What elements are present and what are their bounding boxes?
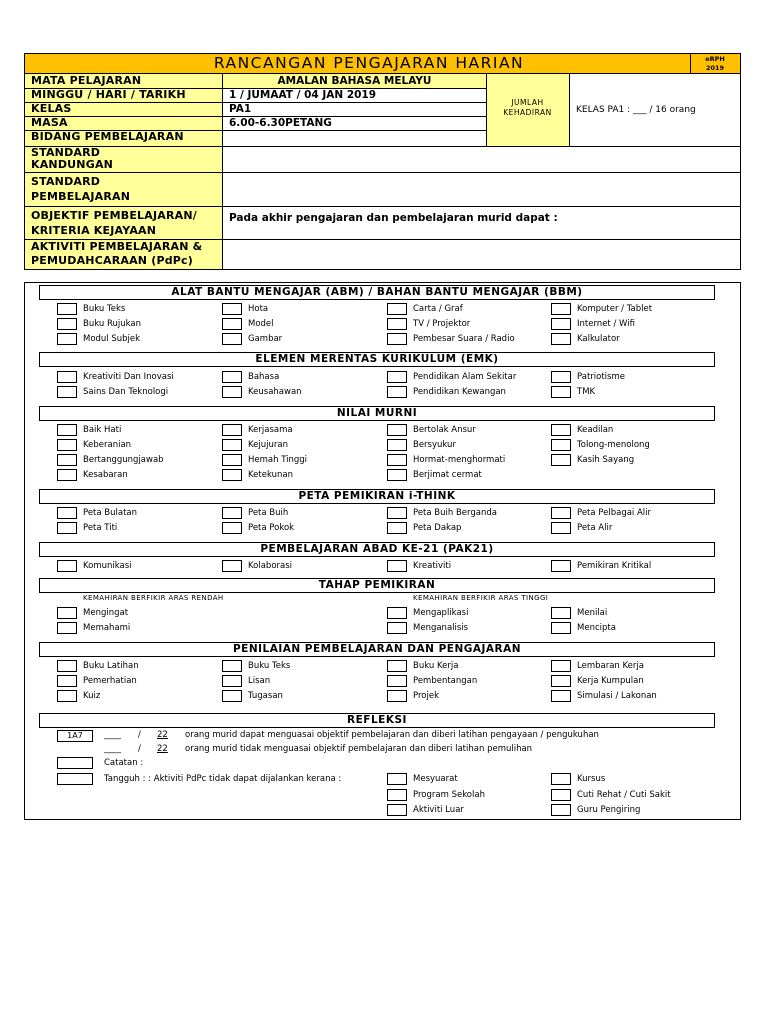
abm-option-label: Hota <box>248 304 269 314</box>
nilai-option-label: Berjimat cermat <box>413 470 482 480</box>
penilaian-option-label: Buku Kerja <box>413 661 459 671</box>
refleksi-checkbox[interactable] <box>387 773 407 785</box>
abm-checkbox[interactable] <box>387 318 407 330</box>
penilaian-checkbox[interactable] <box>387 675 407 687</box>
abm-option-label: Buku Rujukan <box>83 319 141 329</box>
label-standard-kandungan <box>25 146 113 171</box>
label-objektif <box>25 208 197 238</box>
tahap-sub_tinggi: KEMAHIRAN BERFIKIR ARAS TINGGI <box>413 594 549 602</box>
section-title-nilai: NILAI MURNI <box>39 406 715 421</box>
tahap-checkbox[interactable] <box>387 622 407 634</box>
label-kehadiran-2: KEHADIRAN <box>503 108 552 117</box>
page-title: RANCANGAN PENGAJARAN HARIAN <box>213 54 525 72</box>
nilai-checkbox[interactable] <box>551 439 571 451</box>
ithink-checkbox[interactable] <box>222 507 242 519</box>
ithink-checkbox[interactable] <box>387 522 407 534</box>
nilai-checkbox[interactable] <box>551 454 571 466</box>
label-masa: MASA <box>31 116 68 129</box>
label-standard-kandungan-2: KANDUNGAN <box>31 158 114 171</box>
nilai-option-label: Keadilan <box>577 425 614 435</box>
section-title-refleksi: REFLEKSI <box>39 713 715 728</box>
section-title-abm: ALAT BANTU MENGAJAR (ABM) / BAHAN BANTU MENGAJAR (BBM) <box>39 285 715 300</box>
refleksi-checkbox[interactable] <box>387 789 407 801</box>
label-kehadiran <box>486 98 569 118</box>
nilai-option-label: Keberanian <box>83 440 132 450</box>
penilaian-checkbox[interactable] <box>551 690 571 702</box>
refleksi-checkbox[interactable] <box>551 804 571 816</box>
label-minggu: MINGGU / HARI / TARIKH <box>31 88 186 101</box>
emk-option-label: TMK <box>577 387 596 397</box>
ithink-option-label: Peta Bulatan <box>83 508 138 518</box>
nilai-checkbox[interactable] <box>222 439 242 451</box>
penilaian-option-label: Tugasan <box>248 691 283 701</box>
nilai-checkbox[interactable] <box>387 439 407 451</box>
slash-1: / <box>138 730 141 740</box>
section-title-ithink: PETA PEMIKIRAN i-THINK <box>39 489 715 504</box>
refleksi-option-label: Guru Pengiring <box>577 805 641 815</box>
penilaian-checkbox[interactable] <box>387 660 407 672</box>
penilaian-checkbox[interactable] <box>222 690 242 702</box>
penilaian-option-label: Pemerhatian <box>83 676 137 686</box>
nilai-option-label: Ketekunan <box>248 470 293 480</box>
pak21-option-label: Kolaborasi <box>248 561 293 571</box>
abm-checkbox[interactable] <box>57 333 77 345</box>
refleksi-checkbox[interactable] <box>387 804 407 816</box>
label-kehadiran-1: JUMLAH <box>511 98 544 107</box>
tahap-checkbox[interactable] <box>57 607 77 619</box>
emk-checkbox[interactable] <box>57 386 77 398</box>
refleksi-checkbox[interactable] <box>551 789 571 801</box>
erph-badge-year: 2019 <box>705 64 725 72</box>
emk-option-label: Patriotisme <box>577 372 625 382</box>
value-kehadiran[interactable]: KELAS PA1 : ___ / 16 orang <box>576 105 696 115</box>
catatan-label: Catatan : <box>104 758 144 768</box>
class-code-box[interactable]: 1A7 <box>57 730 93 742</box>
penilaian-checkbox[interactable] <box>387 690 407 702</box>
value-mata-pelajaran[interactable]: AMALAN BAHASA MELAYU <box>277 75 432 87</box>
ithink-option-label: Peta Pokok <box>248 523 295 533</box>
abm-checkbox[interactable] <box>222 303 242 315</box>
ithink-option-label: Peta Dakap <box>413 523 462 533</box>
abm-option-label: Kalkulator <box>577 334 620 344</box>
blank-1[interactable]: ____ <box>104 730 121 740</box>
refleksi-option-label: Mesyuarat <box>413 774 458 784</box>
tahap-option-label: Mengingat <box>83 608 129 618</box>
label-aktiviti-2: PEMUDAHCARAAN (PdPc) <box>31 254 193 267</box>
abm-checkbox[interactable] <box>387 333 407 345</box>
emk-option-label: Sains Dan Teknologi <box>83 387 169 397</box>
tahap-option-label: Memahami <box>83 623 131 633</box>
penilaian-checkbox[interactable] <box>551 660 571 672</box>
penilaian-checkbox[interactable] <box>57 675 77 687</box>
penilaian-option-label: Projek <box>413 691 439 701</box>
nilai-option-label: Baik Hati <box>83 425 122 435</box>
value-masa[interactable]: 6.00-6.30PETANG <box>229 117 332 129</box>
pak21-checkbox[interactable] <box>387 560 407 572</box>
penilaian-option-label: Buku Latihan <box>83 661 139 671</box>
emk-checkbox[interactable] <box>387 386 407 398</box>
emk-checkbox[interactable] <box>551 386 571 398</box>
label-standard-kandungan-1: STANDARD <box>31 146 101 159</box>
tangguh-checkbox[interactable] <box>57 773 93 785</box>
emk-checkbox[interactable] <box>57 371 77 383</box>
abm-checkbox[interactable] <box>57 318 77 330</box>
erph-badge-label: eRPH <box>705 55 725 63</box>
total-2: 22 <box>157 744 168 754</box>
emk-checkbox[interactable] <box>387 371 407 383</box>
refleksi-checkbox[interactable] <box>551 773 571 785</box>
abm-checkbox[interactable] <box>551 303 571 315</box>
tangguh-label: Tangguh : : Aktiviti PdPc tidak dapat dijalankan kerana : <box>104 774 342 784</box>
abm-option-label: Internet / Wifi <box>577 319 635 329</box>
tahap-checkbox[interactable] <box>551 607 571 619</box>
nilai-checkbox[interactable] <box>387 454 407 466</box>
emk-checkbox[interactable] <box>551 371 571 383</box>
abm-checkbox[interactable] <box>57 303 77 315</box>
nilai-option-label: Kasih Sayang <box>577 455 635 465</box>
abm-option-label: Pembesar Suara / Radio <box>413 334 515 344</box>
tahap-checkbox[interactable] <box>57 622 77 634</box>
label-standard-pembelajaran <box>25 174 130 204</box>
ithink-option-label: Peta Titi <box>83 523 118 533</box>
section-title-penilaian: PENILAIAN PEMBELAJARAN DAN PENGAJARAN <box>39 642 715 657</box>
value-kelas[interactable]: PA1 <box>229 103 252 115</box>
catatan-checkbox[interactable] <box>57 757 93 769</box>
abm-checkbox[interactable] <box>551 333 571 345</box>
erph-badge <box>690 54 740 74</box>
label-standard-pembelajaran-1: STANDARD <box>31 175 101 188</box>
penilaian-checkbox[interactable] <box>222 675 242 687</box>
refleksi-line2: orang murid tidak menguasai objektif pembelajaran dan diberi latihan pemulihan <box>185 744 533 754</box>
penilaian-checkbox[interactable] <box>57 660 77 672</box>
abm-option-label: TV / Projektor <box>413 319 471 329</box>
refleksi-option-label: Kursus <box>577 774 606 784</box>
section-title-pak21: PEMBELAJARAN ABAD KE-21 (PAK21) <box>39 542 715 557</box>
ithink-checkbox[interactable] <box>57 522 77 534</box>
nilai-checkbox[interactable] <box>222 454 242 466</box>
nilai-option-label: Bertanggungjawab <box>83 455 164 465</box>
nilai-option-label: Hormat-menghormati <box>413 455 506 465</box>
abm-checkbox[interactable] <box>551 318 571 330</box>
nilai-option-label: Kerjasama <box>248 425 293 435</box>
nilai-checkbox[interactable] <box>57 439 77 451</box>
emk-option-label: Pendidikan Alam Sekitar <box>413 372 517 382</box>
refleksi-option-label: Cuti Rehat / Cuti Sakit <box>577 790 671 800</box>
section-title-emk: ELEMEN MERENTAS KURIKULUM (EMK) <box>39 352 715 367</box>
abm-checkbox[interactable] <box>387 303 407 315</box>
nilai-checkbox[interactable] <box>222 469 242 481</box>
label-bidang: BIDANG PEMBELAJARAN <box>31 130 184 143</box>
label-aktiviti <box>25 240 202 268</box>
pak21-option-label: Pemikiran Kritikal <box>577 561 652 571</box>
emk-option-label: Pendidikan Kewangan <box>413 387 506 397</box>
pak21-checkbox[interactable] <box>222 560 242 572</box>
abm-checkbox[interactable] <box>222 318 242 330</box>
penilaian-option-label: Simulasi / Lakonan <box>577 691 657 701</box>
ithink-checkbox[interactable] <box>222 522 242 534</box>
label-standard-pembelajaran-2: PEMBELAJARAN <box>31 190 131 203</box>
value-objektif[interactable]: Pada akhir pengajaran dan pembelajaran murid dapat : <box>229 212 558 224</box>
label-kelas: KELAS <box>31 102 72 115</box>
nilai-option-label: Kesabaran <box>83 470 128 480</box>
tahap-sub_rendah: KEMAHIRAN BERFIKIR ARAS RENDAH <box>83 594 224 602</box>
abm-option-label: Carta / Graf <box>413 304 463 314</box>
tahap-option-label: Mengaplikasi <box>413 608 469 618</box>
nilai-option-label: Bertolak Ansur <box>413 425 476 435</box>
ithink-checkbox[interactable] <box>551 522 571 534</box>
ithink-option-label: Peta Buih <box>248 508 289 518</box>
nilai-checkbox[interactable] <box>57 469 77 481</box>
penilaian-checkbox[interactable] <box>57 690 77 702</box>
penilaian-option-label: Lisan <box>248 676 271 686</box>
penilaian-option-label: Buku Teks <box>248 661 291 671</box>
total-1: 22 <box>157 730 168 740</box>
nilai-option-label: Hemah Tinggi <box>248 455 308 465</box>
ithink-checkbox[interactable] <box>57 507 77 519</box>
abm-option-label: Komputer / Tablet <box>577 304 653 314</box>
penilaian-option-label: Lembaran Kerja <box>577 661 644 671</box>
abm-option-label: Buku Teks <box>83 304 126 314</box>
value-minggu[interactable]: 1 / JUMAAT / 04 JAN 2019 <box>229 89 377 101</box>
penilaian-option-label: Pembentangan <box>413 676 478 686</box>
emk-option-label: Kreativiti Dan Inovasi <box>83 372 174 382</box>
emk-checkbox[interactable] <box>222 386 242 398</box>
blank-2[interactable]: ____ <box>104 744 121 754</box>
label-aktiviti-1: AKTIVITI PEMBELAJARAN & <box>31 240 203 253</box>
refleksi-option-label: Aktiviti Luar <box>413 805 464 815</box>
abm-option-label: Model <box>248 319 274 329</box>
nilai-checkbox[interactable] <box>551 424 571 436</box>
abm-checkbox[interactable] <box>222 333 242 345</box>
nilai-option-label: Tolong-menolong <box>577 440 650 450</box>
emk-option-label: Keusahawan <box>248 387 302 397</box>
ithink-option-label: Peta Alir <box>577 523 613 533</box>
pak21-checkbox[interactable] <box>57 560 77 572</box>
section-title-tahap: TAHAP PEMIKIRAN <box>39 578 715 593</box>
tahap-option-label: Mencipta <box>577 623 616 633</box>
pak21-option-label: Kreativiti <box>413 561 452 571</box>
abm-option-label: Gambar <box>248 334 283 344</box>
nilai-option-label: Bersyukur <box>413 440 456 450</box>
nilai-checkbox[interactable] <box>387 469 407 481</box>
penilaian-option-label: Kerja Kumpulan <box>577 676 644 686</box>
penilaian-checkbox[interactable] <box>551 675 571 687</box>
tahap-option-label: Menilai <box>577 608 608 618</box>
tahap-checkbox[interactable] <box>387 607 407 619</box>
abm-option-label: Modul Subjek <box>83 334 141 344</box>
refleksi-option-label: Program Sekolah <box>413 790 485 800</box>
nilai-checkbox[interactable] <box>57 454 77 466</box>
ithink-checkbox[interactable] <box>551 507 571 519</box>
ithink-checkbox[interactable] <box>387 507 407 519</box>
tahap-checkbox[interactable] <box>551 622 571 634</box>
slash-2: / <box>138 744 141 754</box>
nilai-option-label: Kejujuran <box>248 440 288 450</box>
label-objektif-1: OBJEKTIF PEMBELAJARAN/ <box>31 209 197 222</box>
emk-checkbox[interactable] <box>222 371 242 383</box>
penilaian-checkbox[interactable] <box>222 660 242 672</box>
pak21-option-label: Komunikasi <box>83 561 132 571</box>
nilai-checkbox[interactable] <box>222 424 242 436</box>
tahap-option-label: Menganalisis <box>413 623 469 633</box>
nilai-checkbox[interactable] <box>387 424 407 436</box>
label-mata-pelajaran: MATA PELAJARAN <box>31 74 142 87</box>
pak21-checkbox[interactable] <box>551 560 571 572</box>
ithink-option-label: Peta Pelbagai Alir <box>577 508 652 518</box>
emk-option-label: Bahasa <box>248 372 280 382</box>
label-objektif-2: KRITERIA KEJAYAAN <box>31 224 157 237</box>
penilaian-option-label: Kuiz <box>83 691 101 701</box>
ithink-option-label: Peta Buih Berganda <box>413 508 497 518</box>
nilai-checkbox[interactable] <box>57 424 77 436</box>
refleksi-line1: orang murid dapat menguasai objektif pembelajaran dan diberi latihan pengayaan / pengukuhan <box>185 730 599 740</box>
